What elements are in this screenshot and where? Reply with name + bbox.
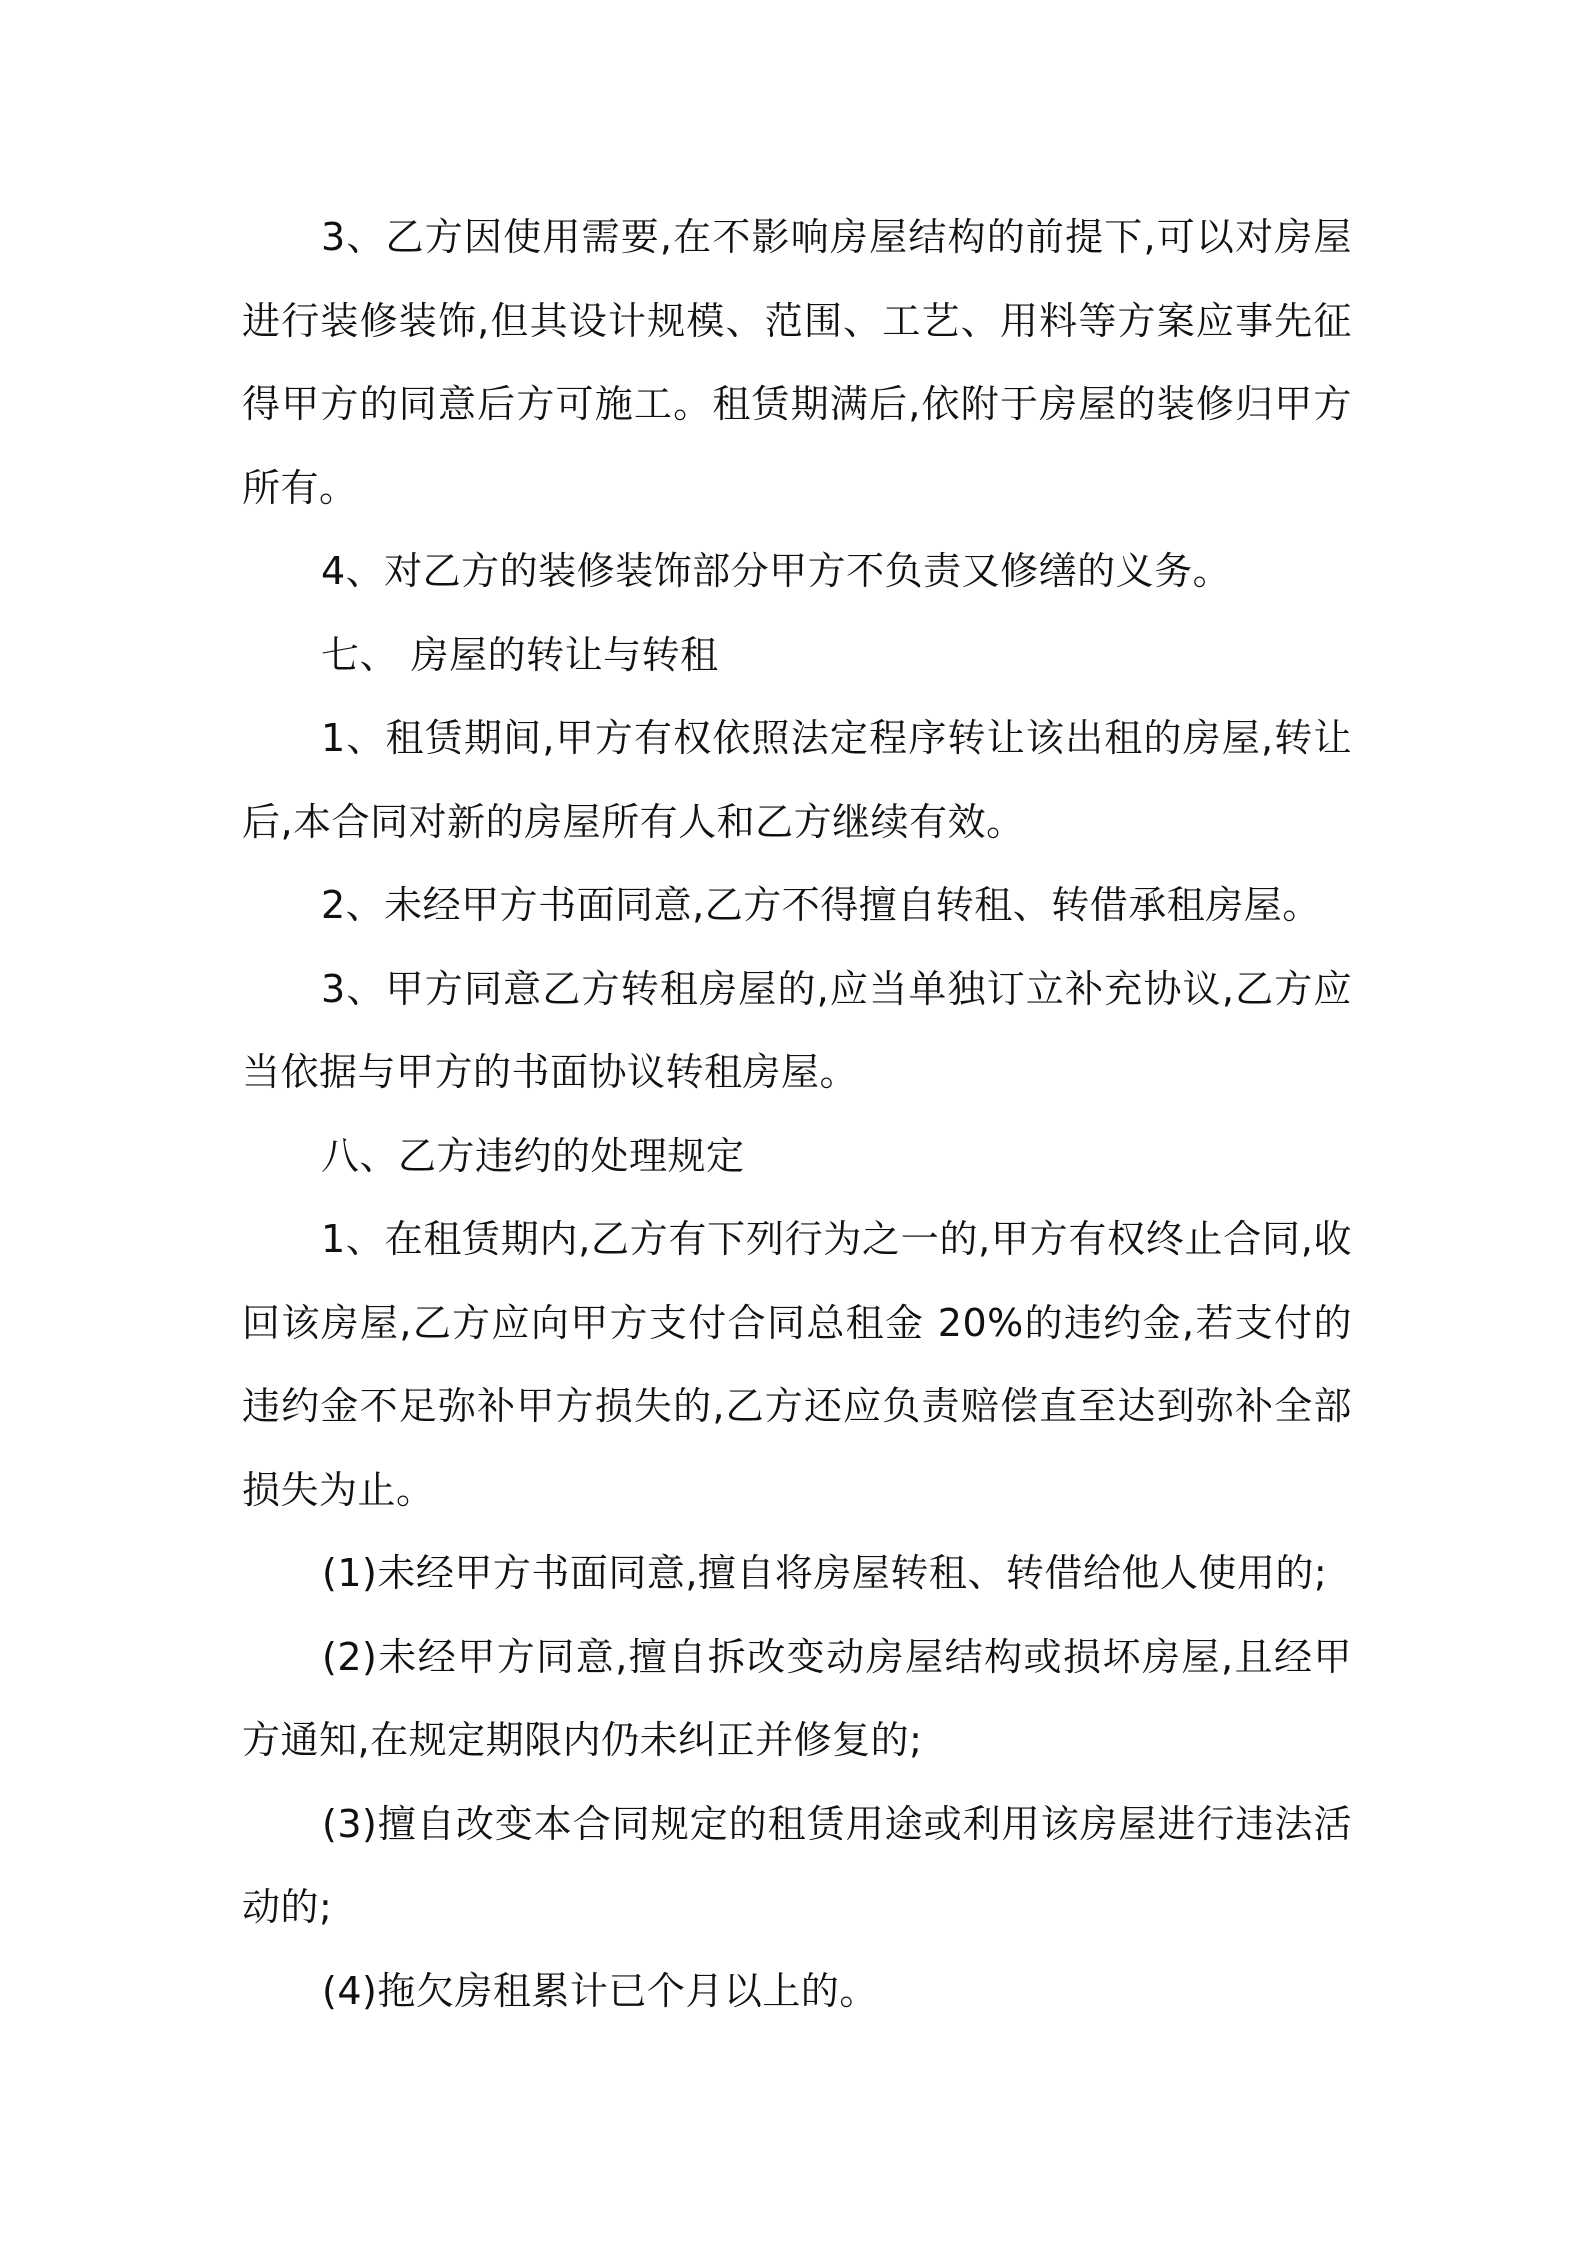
clause-8-1-item-3: (3)擅自改变本合同规定的租赁用途或利用该房屋进行违法活动的; (242, 1801, 1352, 1929)
clause-8-1-item-1: (1)未经甲方书面同意,擅自将房屋转租、转借给他人使用的; (322, 1551, 1328, 1595)
clause-6-4: 4、对乙方的装修装饰部分甲方不负责又修缮的义务。 (321, 549, 1232, 593)
document-page (242, 196, 1352, 2033)
clause-7-2: 2、未经甲方书面同意,乙方不得擅自转租、转借承租房屋。 (321, 883, 1321, 927)
section-7-heading: 七、 房屋的转让与转租 (321, 632, 719, 677)
section-8-heading: 八、乙方违约的处理规定 (321, 1133, 745, 1178)
clause-7-1: 1、租赁期间,甲方有权依照法定程序转让该出租的房屋,转让后,本合同对新的房屋所有人和乙方继续有效。 (242, 716, 1352, 844)
clause-7-3: 3、甲方同意乙方转租房屋的,应当单独订立补充协议,乙方应当依据与甲方的书面协议转租房屋。 (242, 966, 1352, 1094)
clause-8-1-item-4: (4)拖欠房租累计已个月以上的。 (322, 1968, 878, 2013)
clause-8-1: 1、在租赁期内,乙方有下列行为之一的,甲方有权终止合同,收回该房屋,乙方应向甲方支付合同总租金 20%的违约金,若支付的违约金不足弥补甲方损失的,乙方还应负责赔偿直至达到弥补全部损失为止。 (242, 1217, 1352, 1512)
clause-8-1-item-2: (2)未经甲方同意,擅自拆改变动房屋结构或损坏房屋,且经甲方通知,在规定期限内仍未纠正并修复的; (242, 1634, 1352, 1762)
clause-6-3: 3、乙方因使用需要,在不影响房屋结构的前提下,可以对房屋进行装修装饰,但其设计规模、范围、工艺、用料等方案应事先征得甲方的同意后方可施工。租赁期满后,依附于房屋的装修归甲方所有。 (242, 215, 1352, 510)
